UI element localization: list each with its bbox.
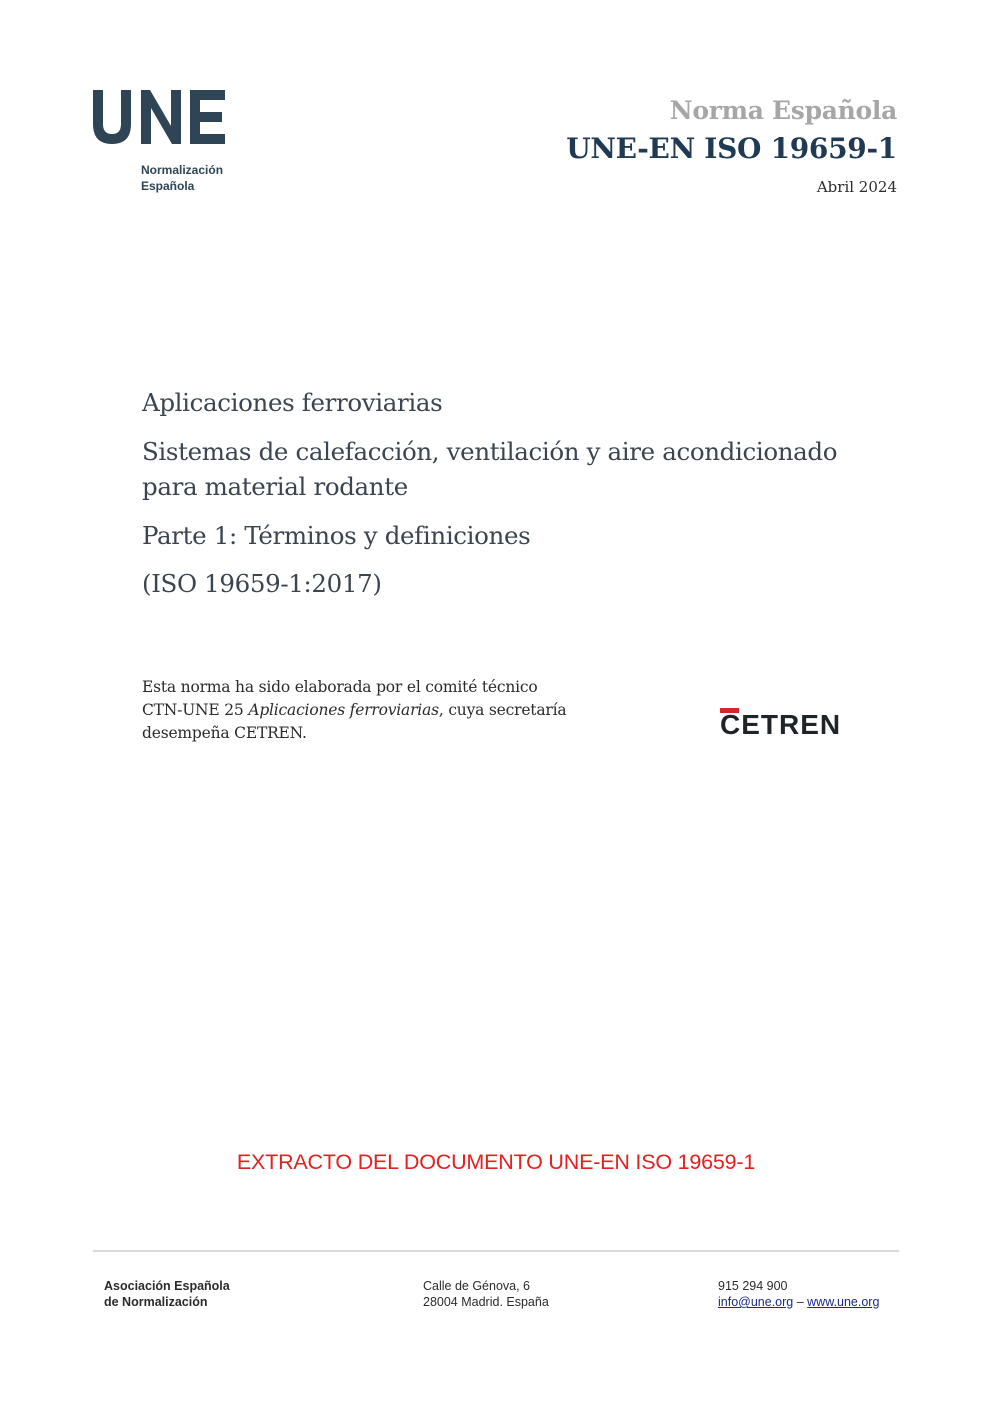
extract-notice: EXTRACTO DEL DOCUMENTO UNE-EN ISO 19659-1 bbox=[236, 1150, 756, 1174]
cetren-logo-text: CETREN bbox=[720, 709, 842, 740]
title-line-2: Sistemas de calefacción, ventilación y aire acondicionado bbox=[142, 437, 838, 466]
une-logo bbox=[93, 90, 233, 200]
une-logo-subtitle bbox=[141, 162, 223, 194]
committee-name: Aplicaciones ferroviarias bbox=[248, 701, 439, 719]
une-logo-mark bbox=[93, 90, 233, 146]
footer-address-line-2: 28004 Madrid. España bbox=[423, 1295, 549, 1309]
footer-org-line-2: de Normalización bbox=[104, 1295, 208, 1309]
footer-address bbox=[423, 1278, 549, 1310]
footer-links bbox=[718, 1294, 879, 1310]
committee-line-2-prefix: CTN-UNE 25 bbox=[142, 701, 249, 719]
footer-org-line-1: Asociación Española bbox=[104, 1279, 230, 1293]
footer-phone: 915 294 900 bbox=[718, 1279, 788, 1293]
footer-link-separator: – bbox=[793, 1295, 808, 1309]
footer-website-link[interactable]: www.une.org bbox=[807, 1295, 880, 1309]
title-line-1: Aplicaciones ferroviarias bbox=[142, 388, 443, 417]
norma-code: UNE-EN ISO 19659-1 bbox=[566, 132, 897, 165]
footer-email-link[interactable]: info@une.org bbox=[718, 1295, 794, 1309]
norma-date: Abril 2024 bbox=[816, 178, 897, 196]
footer-contact bbox=[718, 1278, 879, 1310]
footer-address-line-1: Calle de Génova, 6 bbox=[423, 1279, 531, 1293]
une-logo-subtitle-line1: Normalización bbox=[141, 163, 224, 177]
norma-kind: Norma Española bbox=[669, 96, 897, 125]
cetren-logo bbox=[720, 706, 865, 746]
committee-line-1: Esta norma ha sido elaborada por el comité técnico bbox=[142, 678, 538, 696]
title-line-4: Parte 1: Términos y definiciones bbox=[142, 521, 531, 550]
footer-organization bbox=[104, 1278, 230, 1310]
footer-divider bbox=[93, 1250, 899, 1252]
title-line-5: (ISO 19659-1:2017) bbox=[142, 569, 382, 598]
committee-paragraph bbox=[142, 676, 622, 745]
committee-line-2 bbox=[142, 699, 622, 722]
title-line-3: para material rodante bbox=[142, 472, 408, 501]
une-logo-subtitle-line2: Española bbox=[141, 179, 195, 193]
committee-line-2-suffix: , cuya secretaría bbox=[438, 701, 567, 719]
committee-line-3: desempeña CETREN. bbox=[142, 724, 307, 742]
